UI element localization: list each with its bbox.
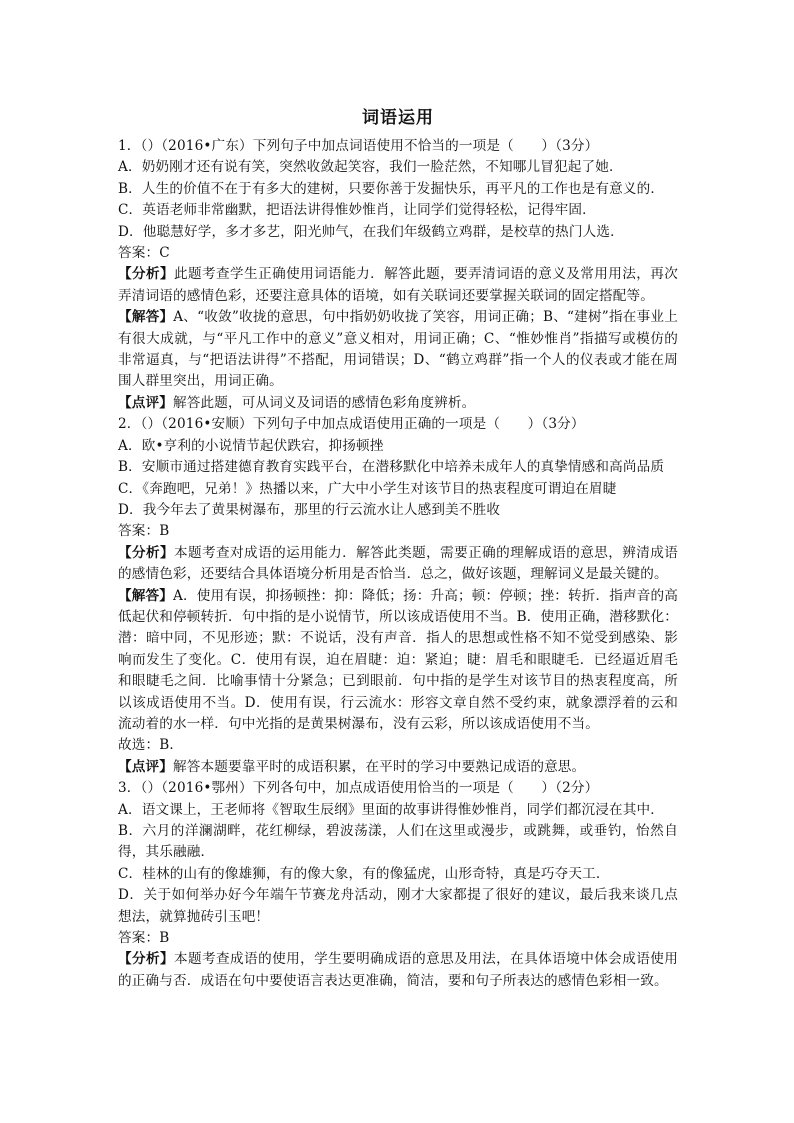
q1-stem: 1．（）（2016•广东）下列句子中加点词语使用不恰当的一项是（ ）（3分） (118, 138, 599, 154)
q3-analysis (118, 949, 678, 992)
q2-solution (118, 586, 678, 736)
q3-stem: 3．（）（2016•鄂州）下列各句中，加点成语使用恰当的一项是（ ）（2分） (118, 780, 599, 797)
q1-analysis (118, 264, 678, 307)
q1-solution-tag: 【解答】 (118, 309, 174, 326)
q1-option-b: B．人生的价值不在于有多大的建树，只要你善于发掘快乐，再平凡的工作也是有意义的． (118, 180, 665, 197)
q1-answer: 答案：C (118, 245, 170, 262)
q2-analysis-text: 本题考查对成语的运用能力．解答此类题，需要正确的理解成语的意思，辨清成语的感情色彩，还要结合具体语境分析用是否恰当．总之，做好该题，理解词义是最关键的。 (118, 544, 678, 583)
q3-option-d: D．关于如何举办好今年端午节赛龙舟活动，刚才大家都提了很好的建议，最后我来谈几点想法，就算抛砖引玉吧！ (118, 887, 678, 925)
document-page (118, 106, 678, 992)
q2-solution-text: A．使用有误，抑扬顿挫：抑：降低；扬：升高；顿：停顿；挫：转折．指声音的高低起伏和停顿转折．句中指的是小说情节，所以该成语使用不当。B．使用正确，潜移默化：潜：暗中同，不见形迹；默：不说话，没有声音．指人的思想或性格不知不觉受到感染、影响而发生了变化。C．使用有误，迫在眉睫：迫：紧迫；睫：眉毛和眼睫毛．已经逼近眉毛和眼睫毛之间．比喻事情十分紧急；已到眼前．句中指的是学生对该节目的热衷程度高，所以该成语使用不当。D．使用有误，行云流水：形容文章自然不受约束，就象漂浮着的云和流动着的水一样．句中光指的是黄果树瀑布，没有云彩，所以该成语使用不当。 (118, 587, 678, 732)
q1-solution-text: A、“收敛”收拢的意思，句中指奶奶收拢了笑容，用词正确；B、“建树”指在事业上有很大成就，与“平凡工作中的意义”意义相对，用词正确；C、“惟妙惟肖”指描写或模仿的非常逼真，与“把语法讲得”不搭配，用词错误；D、“鹤立鸡群”指一个人的仪表或才能在周围人群里突出，用词正确。 (118, 309, 678, 390)
q2-comment (118, 757, 678, 778)
q2-stem: 2．（）（2016•安顺）下列句子中加点成语使用正确的一项是（ ）（3分） (118, 416, 585, 433)
q1-option-d: D．他聪慧好学，多才多艺，阳光帅气，在我们年级鹤立鸡群，是校草的热门人选． (118, 223, 624, 240)
q2-option-c: C．《奔跑吧，兄弟！》热播以来，广大中小学生对该节目的热衷程度可谓迫在眉睫 (118, 480, 617, 497)
q1-comment-text: 解答此题，可从词义及词语的感情色彩角度辨析。 (172, 394, 476, 411)
q3-analysis-text: 本题考查成语的使用，学生要明确成语的意思及用法，在具体语境中体会成语使用的正确与否．成语在句中要使语言表达更准确，简洁，要和句子所表达的感情色彩相一致。 (118, 951, 678, 989)
q1-analysis-tag: 【分析】 (118, 266, 175, 283)
q1-option-c: C．英语老师非常幽默，把语法讲得惟妙惟肖，让同学们觉得轻松，记得牢固． (118, 202, 596, 219)
q2-analysis-tag: 【分析】 (118, 544, 175, 561)
q1-solution (118, 307, 678, 393)
q3-answer: 答案：B (118, 930, 170, 947)
q2-conclusion: 故选：B． (118, 737, 184, 754)
q2-option-b: B．安顺市通过搭建德育教育实践平台，在潜移默化中培养未成年人的真挚情感和高尚品质 (118, 459, 665, 476)
q2-solution-tag: 【解答】 (118, 587, 174, 604)
q2-option-d: D．我今年去了黄果树瀑布，那里的行云流水让人感到美不胜收 (118, 501, 501, 518)
q2-option-a: A．欧•亨利的小说情节起伏跌宕，抑扬顿挫 (118, 437, 384, 454)
q3-analysis-tag: 【分析】 (118, 951, 175, 968)
q1-comment (118, 393, 678, 414)
q1-analysis-text: 此题考查学生正确使用词语能力．解答此题，要弄清词语的意义及常用用法，再次弄清词语的感情色彩，还要注意具体的语境，如有关联词还要掌握关联词的固定搭配等。 (118, 266, 678, 304)
q2-analysis (118, 543, 678, 586)
q3-option-b: B．六月的洋澜湖畔，花红柳绿，碧波荡漾，人们在这里或漫步，或跳舞，或垂钓，怡然自得，其乐融融． (118, 823, 678, 861)
q1-comment-tag: 【点评】 (118, 394, 173, 411)
q1-option-a: A．奶奶刚才还有说有笑，突然收敛起笑容，我们一脸茫然，不知哪儿冒犯起了她． (118, 159, 623, 176)
q3-option-c: C．桂林的山有的像雄狮，有的像大象，有的像猛虎，山形奇特，真是巧夺天工． (118, 865, 610, 882)
document-title: 词语运用 (362, 108, 434, 128)
q3-option-a: A．语文课上，王老师将《智取生辰纲》里面的故事讲得惟妙惟肖，同学们都沉浸在其中． (118, 801, 664, 818)
q2-comment-text: 解答本题要靠平时的成语积累，在平时的学习中要熟记成语的意思。 (172, 758, 586, 775)
q2-comment-tag: 【点评】 (118, 758, 173, 775)
q2-answer: 答案：B (118, 523, 170, 540)
